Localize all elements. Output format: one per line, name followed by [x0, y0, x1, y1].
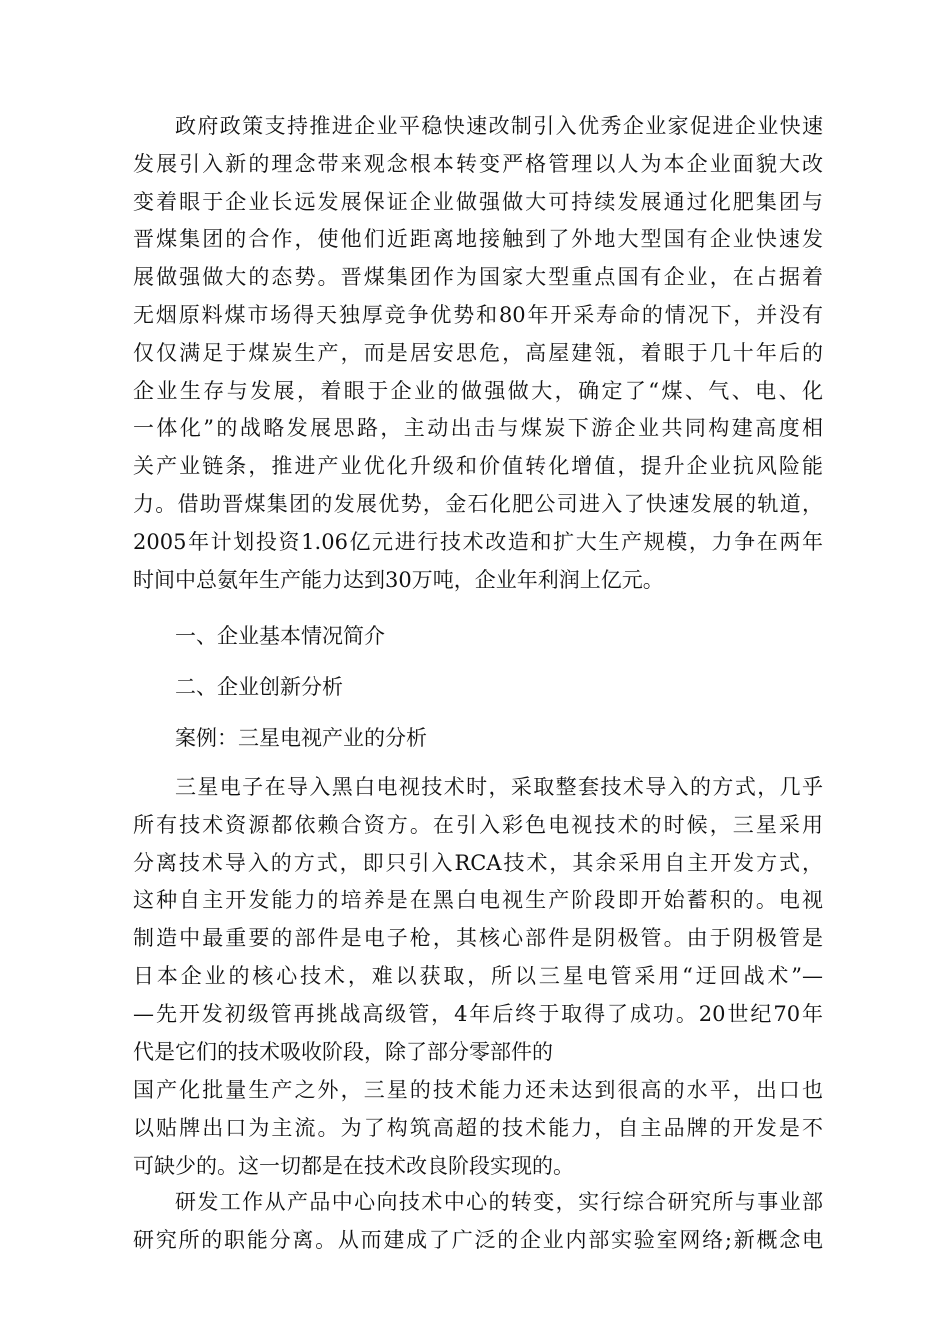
- text-line: 晋煤集团的合作，使他们近距离地接触到了外地大型国有企业快速发: [133, 227, 823, 252]
- paragraph-samsung-technology: [133, 769, 823, 1071]
- text-line: 时间中总氨年生产能力达到30万吨，企业年利润上亿元。: [133, 567, 664, 592]
- text-line: 关产业链条，推进产业优化升级和价值转化增值，提升企业抗风险能: [133, 454, 823, 479]
- section-heading-innovation-analysis: 二、企业创新分析: [175, 675, 343, 699]
- text-line: 以贴牌出口为主流。为了构筑高超的技术能力，自主品牌的开发是不: [133, 1115, 823, 1140]
- text-line: 仅仅满足于煤炭生产，而是居安思危，高屋建瓴，着眼于几十年后的: [133, 340, 823, 365]
- text-line: 分离技术导入的方式，即只引入RCA技术，其余采用自主开发方式，: [133, 850, 823, 875]
- text-line: 制造中最重要的部件是电子枪，其核心部件是阴极管。由于阴极管是: [133, 926, 823, 951]
- text-line: 展做强做大的态势。晋煤集团作为国家大型重点国有企业，在占据着: [133, 265, 823, 290]
- text-line: 所有技术资源都依赖合资方。在引入彩色电视技术的时候，三星采用: [133, 812, 823, 837]
- text-line: 企业生存与发展，着眼于企业的做强做大，确定了“煤、气、电、化: [133, 378, 823, 403]
- text-line: 变着眼于企业长远发展保证企业做强做大可持续发展通过化肥集团与: [133, 189, 823, 214]
- text-line: 无烟原料煤市场得天独厚竞争优势和80年开采寿命的情况下，并没有: [133, 302, 823, 327]
- text-line: 发展引入新的理念带来观念根本转变严格管理以人为本企业面貌大改: [133, 151, 823, 176]
- text-line: 政府政策支持推进企业平稳快速改制引入优秀企业家促进企业快速: [175, 114, 823, 138]
- text-line: 研究所的职能分离。从而建成了广泛的企业内部实验室网络;新概念电: [133, 1227, 823, 1252]
- text-line: 可缺少的。这一切都是在技术改良阶段实现的。: [133, 1153, 574, 1178]
- text-line: 日本企业的核心技术，难以获取，所以三星电管采用“迂回战术”—: [133, 963, 823, 988]
- text-line: 一体化”的战略发展思路，主动出击与煤炭下游企业共同构建高度相: [133, 416, 823, 441]
- text-line: 研发工作从产品中心向技术中心的转变，实行综合研究所与事业部: [175, 1190, 823, 1214]
- text-line: —先开发初级管再挑战高级管，4年后终于取得了成功。20世纪70年: [133, 1001, 823, 1026]
- case-heading-samsung-tv: 案例：三星电视产业的分析: [175, 726, 427, 750]
- text-line: 力。借助晋煤集团的发展优势，金石化肥公司进入了快速发展的轨道，: [133, 491, 823, 516]
- section-heading-company-overview: 一、企业基本情况简介: [175, 624, 385, 648]
- paragraph-localization: [133, 1072, 823, 1185]
- paragraph-rd-transition: [133, 1184, 823, 1260]
- text-line: 代是它们的技术吸收阶段，除了部分零部件的: [133, 1039, 553, 1064]
- text-line: 这种自主开发能力的培养是在黑白电视生产阶段即开始蓄积的。电视: [133, 888, 823, 913]
- paragraph-government-policy: [133, 108, 823, 599]
- text-line: 三星电子在导入黑白电视技术时，采取整套技术导入的方式，几乎: [175, 775, 823, 799]
- text-line: 国产化批量生产之外，三星的技术能力还未达到很高的水平，出口也: [133, 1078, 823, 1102]
- text-line: 2005年计划投资1.06亿元进行技术改造和扩大生产规模，力争在两年: [133, 529, 823, 554]
